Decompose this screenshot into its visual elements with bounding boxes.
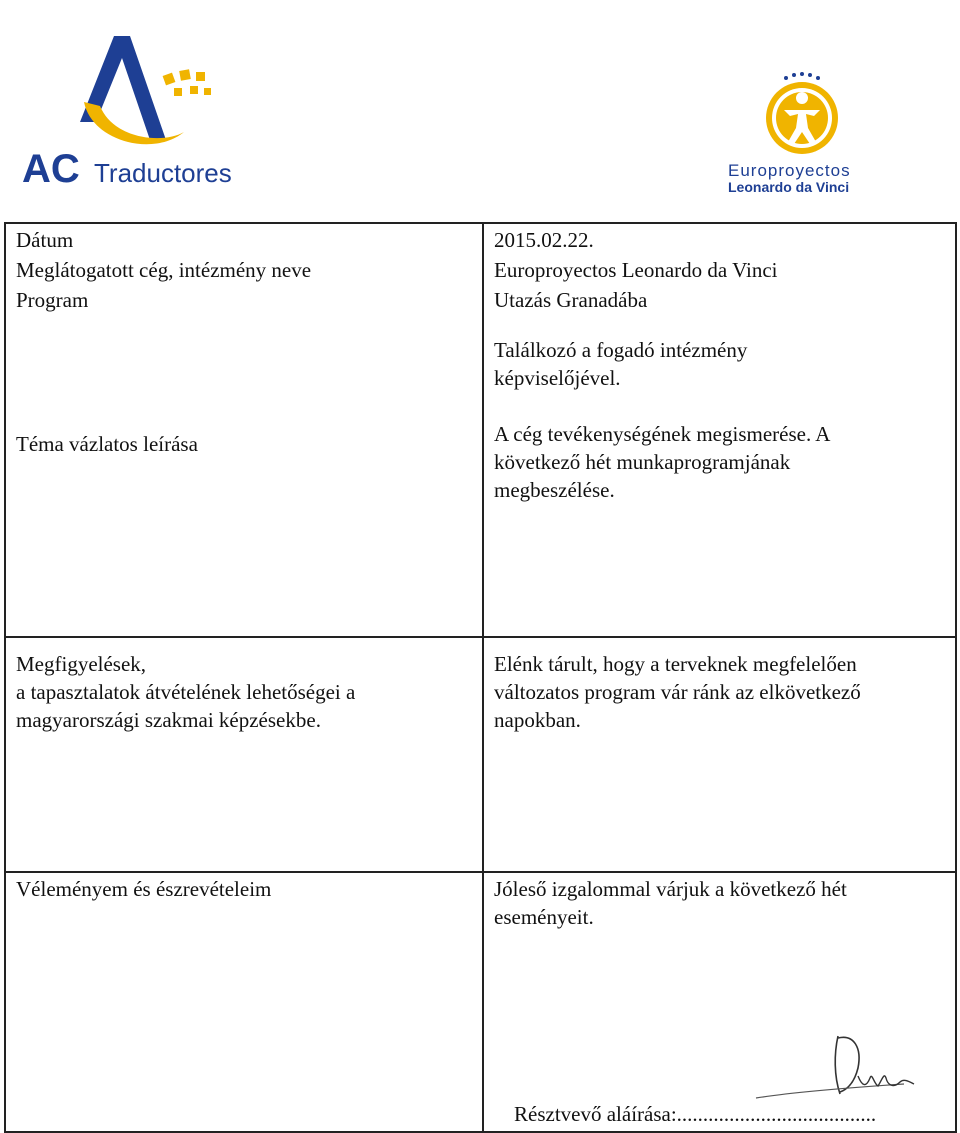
topic-line: megbeszélése. — [494, 478, 615, 502]
observations-line: változatos program vár ránk az elkövetkező — [494, 680, 861, 704]
observations-line: napokban. — [494, 708, 581, 732]
row-date — [5, 223, 956, 254]
opinion-line: eseményeit. — [494, 905, 594, 929]
date-label: Dátum — [5, 223, 483, 254]
observations-line: Elénk tárult, hogy a terveknek megfelelően — [494, 652, 857, 676]
opinion-label: Véleményem és észrevételeim — [5, 872, 483, 1132]
visited-value: Europroyectos Leonardo da Vinci — [483, 254, 956, 284]
logo-leonardo-text: Leonardo da Vinci — [728, 179, 850, 195]
europroyectos-logo — [718, 62, 888, 202]
program-value: Utazás Granadába — [483, 284, 956, 314]
logo-traductores-text: Traductores — [94, 158, 232, 188]
observations-value — [483, 637, 956, 872]
topic-line: képviselőjével. — [494, 366, 621, 390]
ac-traductores-logo — [14, 22, 260, 192]
visited-label: Meglátogatott cég, intézmény neve — [5, 254, 483, 284]
signature-label: Résztvevő aláírása:...................................... — [514, 1102, 877, 1126]
row-observations — [5, 637, 956, 872]
row-program — [5, 284, 956, 314]
observations-label-line: a tapasztalatok átvételének lehetőségei a — [16, 680, 356, 704]
opinion-line: Jóleső izgalommal várjuk a következő hét — [494, 877, 847, 901]
topic-line: Találkozó a fogadó intézmény — [494, 338, 748, 362]
topic-value — [483, 314, 956, 637]
observations-label-line: Megfigyelések, — [16, 652, 147, 676]
topic-label: Téma vázlatos leírása — [5, 314, 483, 637]
topic-line: A cég tevékenységének megismerése. A — [494, 422, 831, 446]
program-label: Program — [5, 284, 483, 314]
observations-label — [5, 637, 483, 872]
report-form — [4, 222, 957, 1133]
row-visited — [5, 254, 956, 284]
logo-ac-text: AC — [22, 147, 80, 191]
topic-line: következő hét munkaprogramjának — [494, 450, 791, 474]
signature-image — [754, 1028, 924, 1106]
logo-europroyectos-text: Europroyectos — [728, 161, 851, 180]
date-value: 2015.02.22. — [483, 223, 956, 254]
row-topic — [5, 314, 956, 637]
observations-label-line: magyarországi szakmai képzésekbe. — [16, 708, 321, 732]
